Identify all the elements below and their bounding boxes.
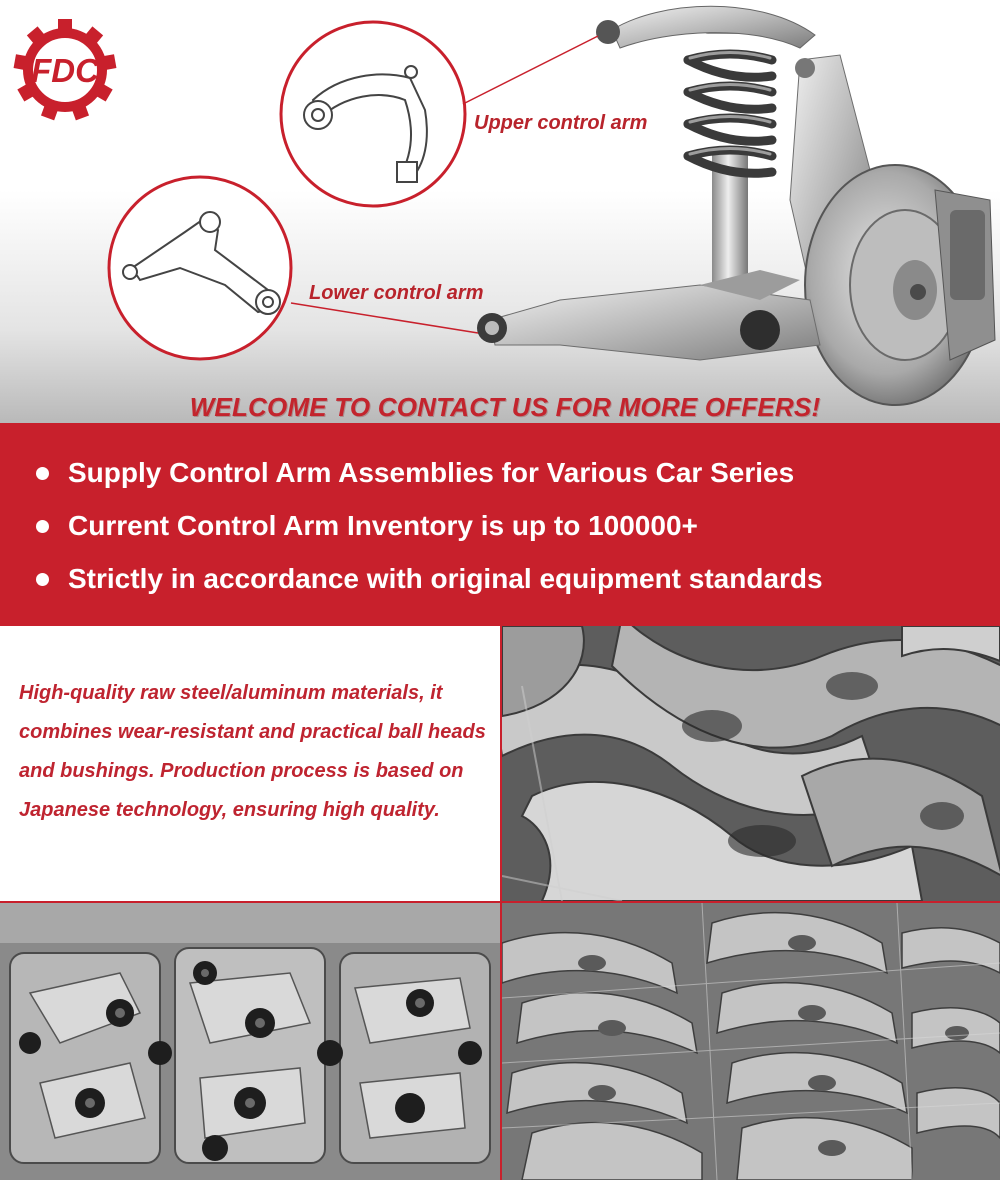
feature-band — [0, 423, 1000, 624]
feature-item — [36, 453, 794, 493]
suspension-illustration — [0, 0, 1000, 423]
bullet-icon — [36, 520, 49, 533]
welcome-headline: WELCOME TO CONTACT US FOR MORE OFFERS! — [189, 392, 821, 422]
svg-text:FDC: FDC — [31, 52, 99, 89]
control-arm-racks-photo — [502, 903, 1000, 1180]
brake-disc — [805, 165, 995, 405]
strut-assembly — [596, 6, 815, 300]
lower-control-arm-label: Lower control arm — [309, 282, 484, 304]
brand-logo — [14, 19, 117, 120]
hero-banner — [0, 0, 1000, 423]
feature-text: Current Control Arm Inventory is up to 100000+ — [68, 510, 698, 541]
stacked-control-arms-photo — [502, 626, 1000, 901]
upper-control-arm-label: Upper control arm — [474, 112, 648, 134]
feature-text: Supply Control Arm Assemblies for Various Car Series — [68, 457, 795, 488]
description-text: High-quality raw steel/aluminum materials, it combines wear-resistant and practical ball heads and bushings. Production process is based on Japanese technology, ensuring high quality. — [19, 682, 486, 821]
feature-text: Strictly in accordance with original equipment standards — [68, 563, 823, 594]
feature-item — [36, 506, 698, 546]
bullet-icon — [36, 573, 49, 586]
feature-item — [36, 559, 823, 599]
lower-arm-callout — [109, 177, 478, 359]
description-panel — [0, 624, 500, 901]
bullet-icon — [36, 467, 49, 480]
ball-joint-assemblies-photo — [0, 903, 500, 1180]
